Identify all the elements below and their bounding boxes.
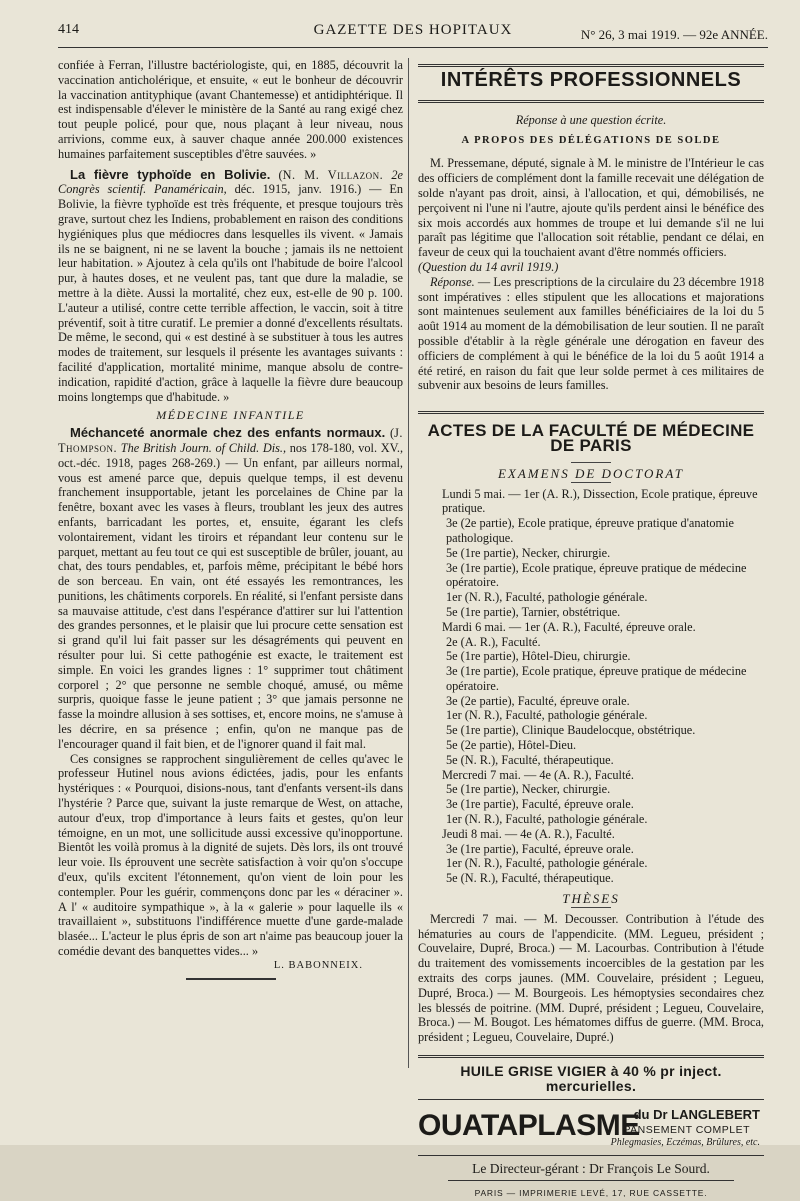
intro-paragraph: confiée à Ferran, l'illustre bactériologiste, qui, en 1885, découvrit la vaccination anticholérique, et ensuite, « eut le bonheur de découvrir la vaccination antityphique (avant Chantemesse) et antidiphtérique. Il est indispensable d'élever le ministère de la Santé au rang exigé chez tout peuple policé, pour que, nous plaçant à leur niveau, nous arrivions, comme eux, à sauver chaque année 200.000 existences humaines parfaitement susceptibles d'être sauvées. » — [58, 58, 403, 161]
issue-info: N° 26, 3 mai 1919. — 92e ANNÉE. — [580, 27, 768, 42]
exam-list — [418, 487, 764, 887]
reponse-label: Réponse. — [430, 274, 475, 289]
page-header — [58, 22, 768, 46]
acts-rule — [418, 411, 764, 414]
interets-subtitle: Réponse à une question écrite. — [515, 112, 667, 127]
ad-ouataplasme-maker: du Dr LANGLEBERT — [633, 1106, 760, 1122]
director-line: Le Directeur-gérant : Dr François Le Sourd. — [472, 1160, 710, 1176]
ad-ouataplasme-uses: Phlegmasies, Eczémas, Brûlures, etc. — [610, 1136, 760, 1148]
mechancete-source: The British Journ. of Child. Dis., — [120, 440, 287, 455]
interets-rule — [418, 100, 764, 103]
exam-line: 3e (1re partie), Ecole pratique, épreuve pratique de médecine opératoire. — [446, 664, 747, 693]
exam-line: Mardi 6 mai. — 1er (A. R.), Faculté, épreuve orale. — [442, 619, 696, 634]
interets-question: M. Pressemane, député, signale à M. le ministre de l'Intérieur le cas des officiers de complément dont la famille recevait une délégation de solde n'ayant pas droit, ainsi, à l'allocation, et qui, démobilisés, ne perçoivent ni l'une ni l'autre, ajoute qu'ils perdent ainsi le bénéfice des six mois accordés aux hommes de troupe et lui demande s'il ne lui paraît pas légitime que l'allocation soit rétablie, pendant ce délai, en faveur de ceux qui la touchaient avant d'être nommés officiers. — [418, 156, 764, 260]
ad-separator — [418, 1099, 764, 1100]
top-double-rule — [418, 64, 764, 67]
page-number: 414 — [58, 22, 79, 37]
mechancete-body-1: nos 178-180, vol. XV., oct.-déc. 1918, pages 268-269.) — Un enfant, par ailleurs normal, vous est amené parce que, depuis quelque temps, il est devenu franchement insupportable, jetant les porcelaines de Chine par la fenêtre, boxant avec les vases à fleurs, troublant les jeux des autres enfants, barricadant les portes, et, ensuite, égarant les clefs volontairement, vidant les tiroirs et répandant leur contenu sur le parquet, mettant au feu tout ce qui est susceptible de brûler, jouant, au chat, des tours pendables, et, parfois même, précipitant le bébé hors de son berceau. En vain, ont été essayés les remontrances, les punitions, les châtiments corporels. En réalité, si l'enfant persiste dans sa mauvaise attitude, c'est dans l'espérance d'attirer sur lui l'attention des grandes personnes, et le plaisir que lui procure cette sensation est si grand qu'il lui fait passer sur les désagréments qui peuvent en résulter pour lui. Si cette pathogénie est exacte, le traitement est simple. En voici les grandes lignes : 1° supprimer tout châtiment corporel ; 2° que personne ne semble choqué, amusé, ou même surpris, quoique fasse le jeune patient ; 3° que jamais personne ne fasse la moindre allusion à ses sottises, et, encore moins, ne s'amuse à les décrire, en sa présence ; enfin, qu'on ne manque pas de l'encourager quand il fait bien, et de l'ignorer quand il fait mal. — [58, 440, 404, 751]
exam-line: 5e (1re partie), Tarnier, obstétrique. — [446, 604, 621, 619]
interets-reponse — [418, 275, 764, 393]
exam-line: 5e (1re partie), Necker, chirurgie. — [446, 782, 611, 797]
exam-line: 3e (1re partie), Ecole pratique, épreuve pratique de médecine opératoire. — [446, 560, 747, 590]
exam-line: 5e (N. R.), Faculté, thérapeutique. — [446, 752, 614, 767]
mechancete-title: Méchanceté anormale chez des enfants normaux. — [70, 425, 386, 441]
exam-line: 3e (2e partie), Faculté, épreuve orale. — [446, 693, 630, 708]
interets-title: INTÉRÊTS PROFESSIONNELS — [440, 69, 742, 91]
printer-rule — [448, 1180, 734, 1181]
exam-line: Mercredi 7 mai. — 4e (A. R.), Faculté. — [442, 767, 634, 782]
exam-line: 5e (N. R.), Faculté, thérapeutique. — [446, 871, 614, 886]
ad-ouataplasme-brand: OUATAPLASME — [418, 1108, 640, 1142]
journal-title: GAZETTE DES HOPITAUX — [313, 22, 513, 38]
typhoid-title: La fièvre typhoïde en Bolivie. — [70, 166, 271, 182]
ad-rule — [418, 1055, 764, 1058]
examens-small-rule — [571, 482, 611, 483]
theses-text: Mercredi 7 mai. — M. Decousser. Contribution à l'étude des hématuries au cours de l'appendicite. (MM. Legueu, président ; Couvelaire, Dupré, Broca.) — M. Lacourbas. Contribution à l'étude du traitement des vomissements incoercibles de la gestation par les extraits des corps jaunes. (MM. Couvelaire, président ; Legueu, Dupré, Broca.) — M. Bourgeois. Les hémoptysies secondaires chez les blessés de poitrine. (MM. Dupré, président ; Legueu, Couvelaire, Broca.) — M. Bougot. Les hématomes diffus de guerre. (MM. Broca, président ; Legueu, Couvelaire, Dupré.) — [418, 911, 764, 1045]
exam-line: 3e (1re partie), Faculté, épreuve orale. — [446, 841, 634, 856]
reponse-body: — Les prescriptions de la circulaire du 23 décembre 1918 sont impératives : elles stipulent que les allocations et majorations sont maintenues seulement aux familles bénéficiaires de la loi du 5 août 1914 au moment de la démobilisation de leur soutien. Il ne paraît possible d'établir à la règle générale une dérogation en faveur des officiers de complément à qui le bénéfice de la loi du 5 août 1914 a été retiré, en raison du fait que leur solde permet à ces militaires de subvenir aux besoins de leurs familles. — [418, 274, 764, 393]
mechancete-article: Méchanceté anormale chez des enfants normaux. (J. Thompson. The British Journ. of Child. Dis., nos 178-180, vol. XV., oct.-déc. 1918, pages 268-269.) — Un enfant, par ailleurs normal, vous est amené parce que, depuis quelque temps, il est devenu franchement insupportable, jetant les porcelaines de Chine par la fenêtre, boxant avec les vases à fleurs, troublant les jeux des autres enfants, barricadant les portes, et, ensuite, égarant les clefs volontairement, vidant les tiroirs et répandant leur contenu sur le parquet, mettant au feu tout ce qui est susceptible de brûler, jouant, au chat, des tours pendables, et, parfois même, précipitant le bébé hors de son berceau. En vain, ont été essayés les remontrances, les punitions, les châtiments corporels. En réalité, si l'enfant persiste dans sa mauvaise attitude, c'est dans l'espérance d'attirer sur lui l'attention des grandes personnes, et le plaisir que lui procure cette sensation est si grand qu'il lui fait passer sur les désagréments qui peuvent en résulter pour lui. Si cette pathogénie est exacte, le traitement est simple. En voici les grandes lignes : 1° supprimer tout châtiment corporel ; 2° que personne ne semble choqué, amusé, ou même surpris, quoique fasse le jeune patient ; 3° que jamais personne ne fasse la moindre allusion à ses sottises, et, encore moins, ne s'amuse à les décrire, en sa présence ; enfin, qu'on ne manque pas de l'encourager quand il fait bien, et de l'ignorer quand il fait mal. — [58, 425, 404, 751]
examens-heading: EXAMENS DE DOCTORAT — [497, 465, 685, 481]
exam-line: Lundi 5 mai. — 1er (A. R.), Dissection, Ecole pratique, épreuve pratique. — [442, 486, 758, 516]
left-column — [58, 58, 403, 1115]
exam-line: 5e (1re partie), Hôtel-Dieu, chirurgie. — [446, 649, 631, 664]
signature: L. BABONNEIX. — [273, 959, 363, 971]
theses-heading: THÈSES — [562, 891, 620, 907]
right-column — [418, 58, 764, 1199]
typhoid-source: 2e Congrès scientif. Panaméricain, — [58, 167, 403, 197]
exam-line: 5e (1re partie), Necker, chirurgie. — [446, 545, 611, 560]
exam-line: Jeudi 8 mai. — 4e (A. R.), Faculté. — [442, 826, 615, 841]
column-divider — [408, 58, 409, 1068]
exam-line: 2e (A. R.), Faculté. — [446, 634, 541, 649]
exam-line: 5e (1re partie), Clinique Baudelocque, obstétrique. — [446, 723, 696, 738]
theses-small-rule — [571, 907, 611, 908]
exam-line: 1er (N. R.), Faculté, pathologie générale. — [446, 856, 648, 871]
interets-topic: A PROPOS DES DÉLÉGATIONS DE SOLDE — [461, 134, 721, 146]
printer-line: PARIS — IMPRIMERIE LEVÉ, 17, RUE CASSETTE. — [474, 1188, 708, 1199]
header-rule — [58, 47, 768, 48]
acts-small-rule — [571, 462, 611, 463]
exam-line: 1er (N. R.), Faculté, pathologie générale. — [446, 708, 648, 723]
exam-line: 5e (2e partie), Hôtel-Dieu. — [446, 738, 577, 753]
end-rule — [186, 978, 276, 980]
interets-question-date: (Question du 14 avril 1919.) — [418, 259, 559, 274]
typhoid-body: déc. 1915, janv. 1916.) — En Bolivie, la fièvre typhoïde est très fréquente, et presque toujours très grave, surtout chez les Indiens, probablement en raison des conditions hygiéniques plus que médiocres dans lesquelles ils vivent. « Jamais ils ne se baignent, ni ne se lavent la bouche ; jamais ils ne nettoient leur habitation. » Ajoutez à cela qu'ils ont l'habitude de boire l'alcool pur, à hautes doses, et ne veulent pas, tant que dure la maladie, se mettre à la diète. Aussi la mortalité, chez eux, est-elle de 90 p. 100. L'auteur a utilisé, contre cette terrible affection, le vaccin, soit à titre préventif, soit à titre curatif. Le premier a donné d'excellents résultats. De même, le second, qui « est destiné à se substituer à tous les autres modes de traitement, sur lesquels il présente les avantages suivants : facilité d'application, mortalité minime, manque absolu de contre-indication, rapidité d'action, grâce à laquelle la fièvre dure beaucoup moins longtemps que d'habitude. » — [58, 182, 403, 404]
ad-ouataplasme — [418, 1106, 764, 1150]
mechancete-author: J. Thompson. — [58, 426, 404, 455]
ad-huile-grise: HUILE GRISE VIGIER à 40 % pr inject. mercurielles. — [460, 1063, 722, 1094]
exam-line: 3e (1re partie), Faculté, épreuve orale. — [446, 797, 634, 812]
section-heading-infantile: MÉDECINE INFANTILE — [156, 408, 305, 423]
exam-line: 3e (2e partie), Ecole pratique, épreuve pratique d'anatomie pathologique. — [446, 516, 734, 545]
typhoid-article: La fièvre typhoïde en Bolivie. (N. M. Villazon. 2e Congrès scientif. Panaméricain, déc. 1915, janv. 1916.) — En Bolivie, la fièvre typhoïde est très fréquente, et presque toujours très grave, surtout chez les Indiens, probablement en raison des conditions hygiéniques plus que médiocres dans lesquelles ils vivent. « Jamais ils ne se baignent, ni ne se lavent la bouche ; jamais ils ne nettoient leur habitation. » Ajoutez à cela qu'ils ont l'habitude de boire l'alcool pur, à hautes doses, et ne veulent pas, tant que dure la maladie, se mettre à la diète. Aussi la mortalité, chez eux, est-elle de 90 p. 100. L'auteur a utilisé, contre cette terrible affection, le vaccin, soit à titre préventif, soit à titre curatif. Le premier a donné d'excellents résultats. De même, le second, qui « est destiné à se substituer à tous les autres modes de traitement, sur lesquels il présente les avantages suivants : facilité d'application, mortalité minime, manque absolu de contre-indication, rapidité d'action, grâce à laquelle la fièvre dure beaucoup moins longtemps que d'habitude. » — [58, 166, 403, 404]
mechancete-body-2: Ces consignes se rapprochent singulièrement de celles qu'avec le professeur Hutinel nous avions édictées, jadis, pour les enfants hystériques : « Pourquoi, disions-nous, tant d'enfants versent-ils dans l'hystérie ? Parce que, suivant la juste remarque de West, on attache, autour d'eux, trop d'importance à leurs faits et gestes, qu'on leur témoigne, en un mot, une sollicitude aussi excessive qu'inopportune. Bientôt les voilà promus à la dignité de sujets. Dès lors, ils ont trouvé leur voie. Ils éprouvent une secrète satisfaction à voir qu'on s'occupe d'eux, qu'ils excitent l'étonnement, qu'on vient de loin pour les contempler. Pour les guérir, commençons donc par les « déraciner ». A l' « auditoire sympathique », à la « galerie » pour laquelle ils « travaillaient », substituons l'indifférence muette d'une garde-malade blasée... L'acteur le plus épris de son art n'aime pas beaucoup jouer la comédie devant des banquettes vides... » — [58, 751, 403, 959]
exam-line: 1er (N. R.), Faculté, pathologie générale. — [446, 812, 648, 827]
director-rule — [418, 1155, 764, 1156]
exam-line: 1er (N. R.), Faculté, pathologie générale. — [446, 590, 648, 605]
ad-ouataplasme-product: PANSEMENT COMPLET — [623, 1123, 750, 1136]
typhoid-author: N. M. Villazon. — [282, 167, 384, 182]
acts-title: ACTES DE LA FACULTÉ DE MÉDECINE DE PARIS — [427, 421, 755, 455]
